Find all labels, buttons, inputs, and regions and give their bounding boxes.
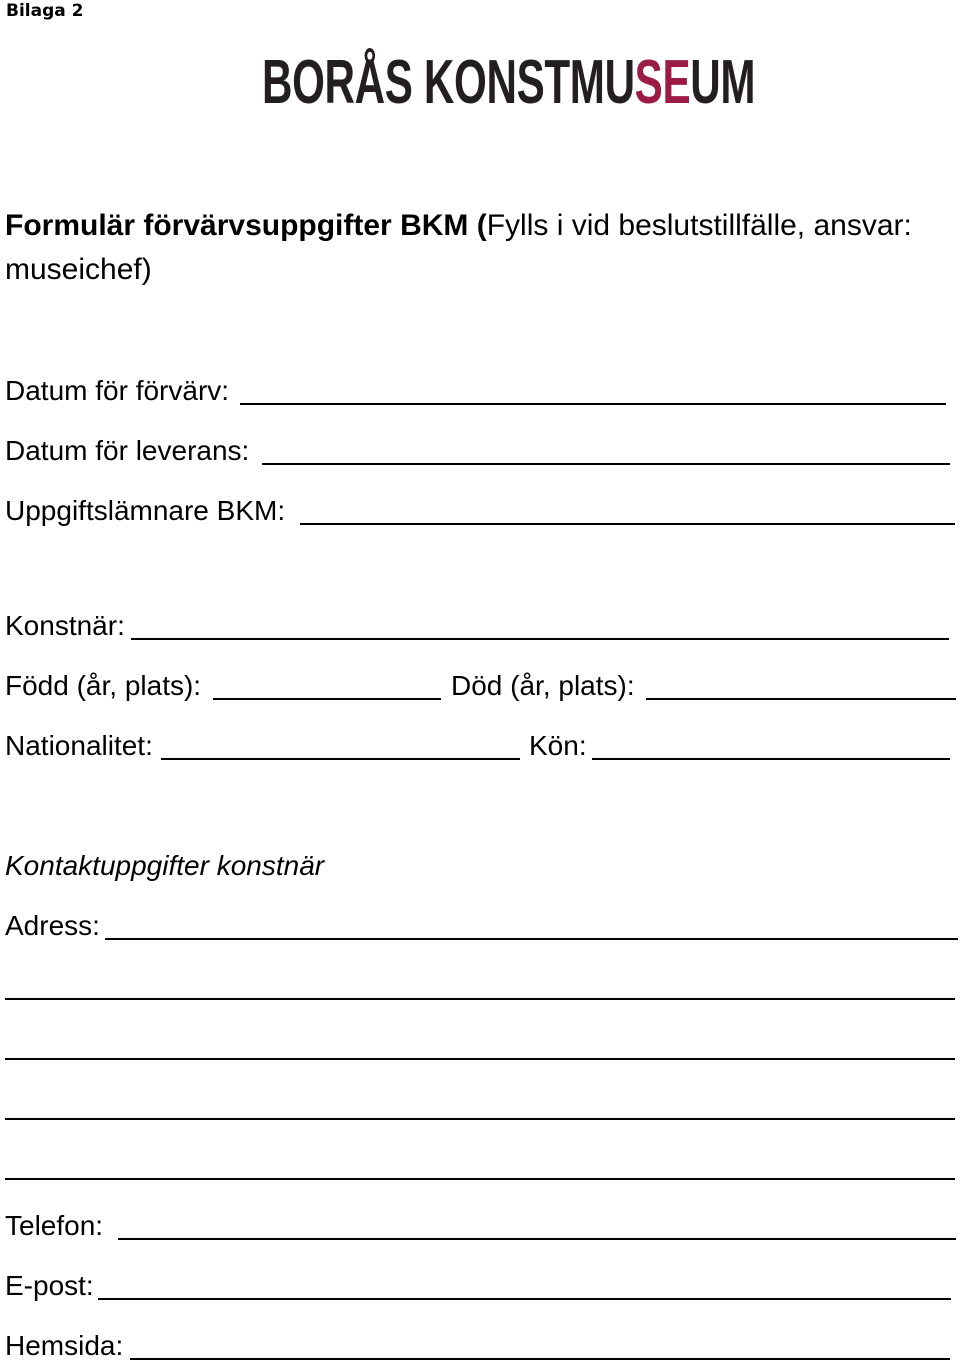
logo-text-part1: BORÅS KONSTMU <box>262 48 635 117</box>
logo-text-part3: UM <box>690 48 756 117</box>
artist-label: Konstnär: <box>5 610 125 641</box>
died-field[interactable] <box>646 698 956 700</box>
form-title-bold: Formulär förvärvsuppgifter BKM ( <box>5 209 487 242</box>
acquisition-date-field[interactable] <box>240 403 946 405</box>
contact-heading: Kontaktuppgifter konstnär <box>5 850 325 881</box>
address-field-line-5[interactable] <box>5 1178 955 1180</box>
delivery-date-field[interactable] <box>262 463 950 465</box>
artist-field[interactable] <box>131 638 949 640</box>
website-label: Hemsida: <box>5 1330 124 1361</box>
nationality-label: Nationalitet: <box>5 730 153 761</box>
gender-field[interactable] <box>592 758 950 760</box>
address-field-line-2[interactable] <box>5 998 955 1000</box>
born-label: Född (år, plats): <box>5 670 202 701</box>
logo-text-accent: SE <box>634 48 691 117</box>
museum-logo <box>262 48 756 117</box>
email-field[interactable] <box>98 1298 951 1300</box>
email-label: E-post: <box>5 1270 94 1301</box>
phone-label: Telefon: <box>5 1210 104 1241</box>
address-field-line-1[interactable] <box>105 938 958 940</box>
acquisition-date-label: Datum för förvärv: <box>5 375 230 406</box>
address-label: Adress: <box>5 910 100 941</box>
informant-field[interactable] <box>300 523 955 525</box>
phone-field[interactable] <box>118 1238 956 1240</box>
address-field-line-4[interactable] <box>5 1118 955 1120</box>
form-title-note: Fylls i vid beslutstillfälle, ansvar: museichef) <box>5 209 912 286</box>
nationality-field[interactable] <box>161 758 520 760</box>
website-field[interactable] <box>130 1358 950 1360</box>
died-label: Död (år, plats): <box>451 670 635 701</box>
born-field[interactable] <box>213 698 441 700</box>
address-field-line-3[interactable] <box>5 1058 955 1060</box>
form-title <box>5 204 935 292</box>
delivery-date-label: Datum för leverans: <box>5 435 250 466</box>
informant-label: Uppgiftslämnare BKM: <box>5 495 286 526</box>
gender-label: Kön: <box>529 730 587 761</box>
appendix-label: Bilaga 2 <box>6 1 84 21</box>
